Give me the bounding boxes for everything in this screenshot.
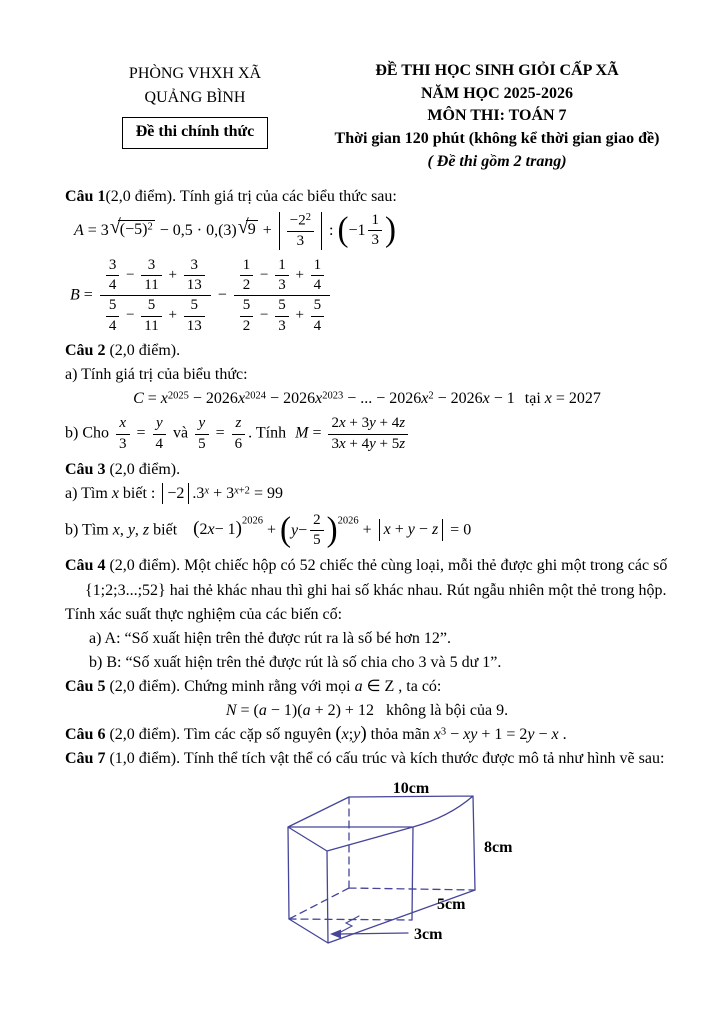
- q3-heading: [65, 459, 669, 480]
- q5-text: (2,0 điểm). Chứng minh rằng với mọi a ∈ Z , ta có:: [105, 678, 442, 696]
- dim-label-depth: 5cm: [437, 896, 466, 914]
- q1-heading: [65, 186, 669, 207]
- q4-text-line1: (2,0 điểm). Một chiếc hộp có 52 chiếc thẻ cùng loại, mỗi thẻ được ghi một trong các số: [105, 557, 668, 575]
- figure-labels: [393, 780, 513, 943]
- header-left: [65, 60, 325, 174]
- q6-heading: [65, 724, 669, 745]
- q7-title: Câu 7: [65, 750, 106, 768]
- q4-heading: [65, 555, 669, 576]
- solid-figure: [228, 773, 576, 955]
- q1-text: (2,0 điểm). Tính giá trị của các biểu thức sau:: [105, 187, 397, 205]
- duration: Thời gian 120 phút (không kể thời gian giao đề): [334, 130, 660, 148]
- formula-3b: b) Tìm x, y, z biết ( 2 x − 1 ) $^{2026}$ + ( y − $\frac{2}{5}$ ) $^{2026}$ + x + y − z = 0: [65, 511, 472, 549]
- q4-title: Câu 4: [65, 557, 106, 575]
- leader-arrowhead: [330, 930, 341, 939]
- formula-B: B = $\frac{3}{4}$ − $\frac{3}{11}$ + $\frac{3}{13}$ $\frac{5}{4}$ − $\frac{5}{11}$ + $\frac{5}{13}$ − $\frac{1}{2}$ − $\frac{1}{3}$ + $\frac{1}{4}$ $\frac{5}{2}$ − $\frac{5}{3}$ + $\frac{5}{4}$: [70, 257, 669, 335]
- formula-C: $C = x^{2025} - 2026x^{2024} - 2026x^{2023}$ − ... − $2026x^2 - 2026x - 1$ tại x = 2027: [133, 390, 601, 408]
- q4-event-a: a) A: “Số xuất hiện trên thẻ được rút ra là số bé hơn 12”.: [89, 629, 451, 647]
- dim-label-top: 10cm: [392, 780, 430, 798]
- issuing-office: PHÒNG VHXH XÃ: [128, 65, 262, 82]
- q2a-label: a) Tính giá trị của biểu thức:: [65, 366, 248, 384]
- exam-title: ĐỀ THI HỌC SINH GIỎI CẤP XÃ: [375, 62, 619, 79]
- header: [65, 60, 669, 174]
- q6-text: (2,0 điểm). Tìm các cặp số nguyên ( x ; y ) thỏa mãn $x^3$ − xy + 1 = 2y − x .: [105, 723, 567, 745]
- q6-title: Câu 6: [65, 726, 106, 744]
- q1-title: Câu 1: [65, 187, 106, 205]
- q4-text-line3: Tính xác suất thực nghiệm của các biến cố:: [65, 605, 343, 623]
- q3-title: Câu 3: [65, 460, 106, 478]
- q5-title: Câu 5: [65, 678, 106, 696]
- figure-container: [228, 773, 669, 961]
- q3-points: (2,0 điểm).: [105, 460, 181, 478]
- formula-N: N = (a − 1)(a + 2) + 12 không là bội của 9.: [225, 702, 509, 720]
- q5-heading: [65, 676, 669, 697]
- q4-text-line2: {1;2;3...;52} hai thẻ khác nhau thì ghi hai số khác nhau. Rút ngẫu nhiên một thẻ trong hộp.: [85, 581, 667, 599]
- q2-title: Câu 2: [65, 341, 106, 359]
- dim-label-front: 3cm: [414, 926, 443, 944]
- official-exam-box: Đề thi chính thức: [122, 117, 269, 149]
- formula-3a: a) Tìm x biết : −2 $.3^x + 3^{x+2} = 99$: [65, 483, 669, 504]
- subject: MÔN THI: TOÁN 7: [427, 107, 567, 125]
- dim-leader-line: [338, 933, 408, 934]
- q4-event-b: b) B: “Số xuất hiện trên thẻ được rút là số chia cho 3 và 5 dư 1”.: [89, 653, 502, 671]
- figure-edges: [288, 796, 475, 943]
- header-right: [325, 60, 669, 174]
- q2-heading: [65, 340, 669, 361]
- issuing-locality: QUẢNG BÌNH: [144, 89, 246, 106]
- page-count-note: ( Đề thi gồm 2 trang): [427, 152, 567, 170]
- dim-label-right: 8cm: [484, 839, 513, 857]
- formula-A: $A = 3√(-5)^2 - 0,5 \cdot 0,(3)√9$ + $\frac{-2^2}{3}$ : ( −1 1 3 ): [74, 211, 396, 250]
- q2-points: (2,0 điểm).: [105, 341, 181, 359]
- solid-edges: [288, 796, 475, 943]
- q7-heading: [65, 748, 669, 769]
- q7-text: (1,0 điểm). Tính thể tích vật thể có cấu trúc và kích thước được mô tả như hình vẽ sau:: [105, 750, 665, 768]
- formula-M: b) Cho $\frac{x}{3}$ = $\frac{y}{4}$ và $\frac{y}{5}$ = $\frac{z}{6}$ . Tính M = $\frac{2x + 3y + 4z}{3x + 4y + 5z}$: [65, 415, 669, 453]
- school-year: NĂM HỌC 2025-2026: [421, 84, 573, 102]
